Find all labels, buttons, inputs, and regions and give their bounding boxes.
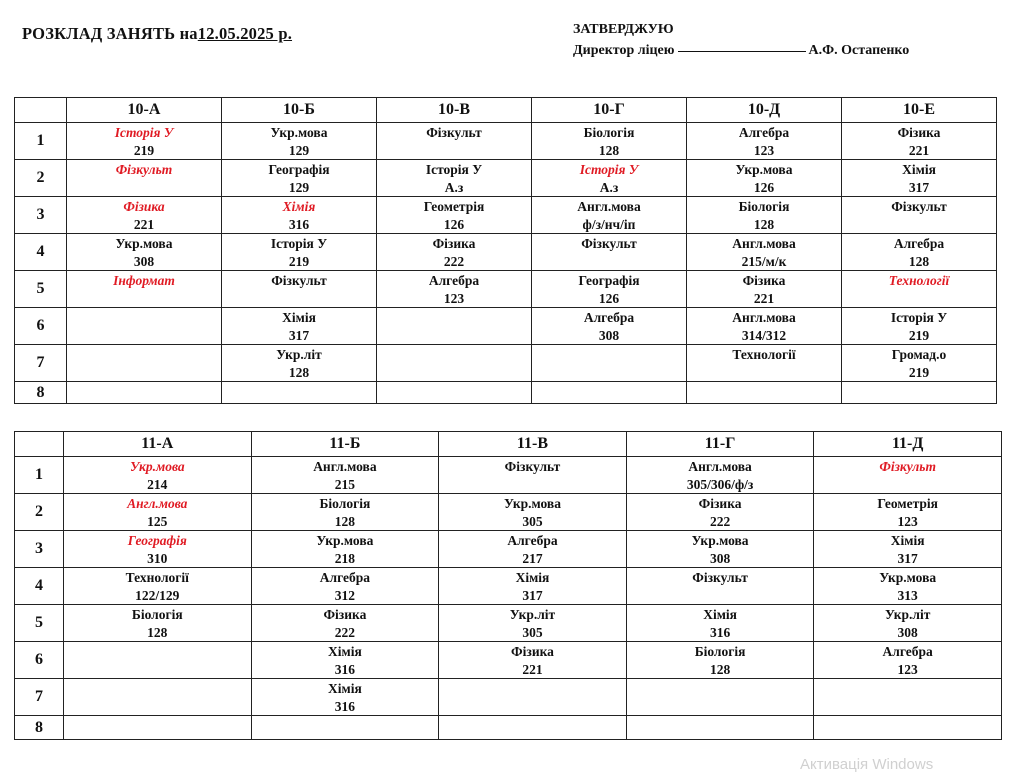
lesson-cell [532,234,687,271]
lesson-number: 6 [15,642,64,679]
lesson-cell [64,605,252,642]
room-number: 305/306/ф/з [686,476,754,492]
room-number: 217 [522,550,543,566]
room-number: 314/312 [741,327,787,343]
lesson-cell [687,308,842,345]
lesson-cell [687,234,842,271]
room-number: 219 [133,142,155,158]
subject-name: Фізкульт [891,199,947,214]
lesson-cell [532,123,687,160]
room-number: 221 [522,661,543,677]
lesson-cell [67,123,222,160]
room-number: 312 [334,587,356,603]
lesson-cell [842,160,997,197]
subject-name: Укр.мова [691,533,749,548]
subject-name: Громад.о [891,347,947,362]
room-number: 128 [288,364,310,380]
subject-name: Фізика [432,236,476,251]
class-header: 11-Г [626,432,814,457]
room-number: 222 [709,513,731,529]
subject-name: Хімія [328,681,362,696]
lesson-row [15,642,1002,679]
subject-name: Хімія [282,310,316,325]
subject-name: Біологія [583,125,635,140]
lesson-number: 8 [15,382,67,404]
lesson-cell [64,716,252,740]
lesson-cell [814,494,1002,531]
room-number: 218 [334,550,356,566]
subject-name: Технології [125,570,189,585]
lesson-row [15,531,1002,568]
title-prefix: РОЗКЛАД ЗАНЯТЬ на [22,24,198,43]
room-number: 221 [133,216,155,232]
room-number: 221 [753,290,775,306]
room-number: 128 [147,624,168,640]
subject-name: Фізкульт [581,236,637,251]
lesson-cell [377,345,532,382]
room-number: 128 [334,513,356,529]
subject-name: Укр.мова [270,125,328,140]
room-number: 313 [897,587,918,603]
room-number: 308 [709,550,731,566]
director-label: Директор ліцею [573,43,675,58]
lesson-cell [67,197,222,234]
room-number: 317 [897,550,918,566]
subject-name: Англ.мова [688,459,752,474]
lesson-cell [687,382,842,404]
room-number: 317 [288,327,310,343]
room-number: 122/129 [135,587,180,603]
lesson-cell [842,345,997,382]
subject-name: Біологія [319,496,371,511]
lesson-cell [439,679,627,716]
lesson-cell [532,197,687,234]
lesson-cell [626,642,814,679]
subject-name: Укр.мова [129,459,185,474]
lesson-cell [67,308,222,345]
subject-name: Географія [268,162,330,177]
class-header: 11-В [439,432,627,457]
subject-name: Географія [578,273,640,288]
lesson-cell [377,308,532,345]
subject-name: Технології [888,273,950,288]
subject-name: Алгебра [583,310,635,325]
lesson-cell [222,123,377,160]
room-number: 128 [709,661,731,677]
subject-name: Біологія [694,644,746,659]
subject-name: Геометрія [423,199,485,214]
lesson-row [15,345,997,382]
subject-name: Фізика [123,199,165,214]
subject-name: Фізкульт [504,459,561,474]
lesson-number: 1 [15,457,64,494]
subject-name: Укр.літ [509,607,556,622]
lesson-cell [439,457,627,494]
subject-name: Англ.мова [127,496,188,511]
lesson-number: 4 [15,568,64,605]
lesson-cell [64,679,252,716]
subject-name: Біологія [738,199,790,214]
room-number: А.з [444,179,464,195]
subject-name: Біологія [131,607,183,622]
lesson-row [15,160,997,197]
lesson-cell [67,234,222,271]
subject-name: Хімія [890,533,925,548]
room-number: ф/з/нч/іп [582,216,636,232]
subject-name: Геометрія [877,496,938,511]
schedule-table-11 [14,431,1002,740]
subject-name: Історія У [270,236,328,251]
subject-name: Фізкульт [271,273,327,288]
approve-title: ЗАТВЕРДЖУЮ [573,22,674,37]
subject-name: Хімія [515,570,550,585]
lesson-row [15,123,997,160]
lesson-cell [67,345,222,382]
room-number: 123 [897,661,918,677]
schedule-table-10 [14,97,997,404]
room-number: 308 [133,253,155,269]
lesson-cell [814,457,1002,494]
subject-name: Алгебра [882,644,933,659]
subject-name: Укр.літ [276,347,322,362]
class-header: 10-В [377,98,532,123]
lesson-number: 4 [15,234,67,271]
lesson-cell [687,123,842,160]
lesson-cell [814,642,1002,679]
subject-name: Фізика [511,644,554,659]
subject-name: Фізкульт [426,125,482,140]
lesson-row [15,494,1002,531]
lesson-cell [687,160,842,197]
lesson-cell [251,679,439,716]
room-number: 128 [598,142,620,158]
room-number: 123 [897,513,918,529]
subject-name: Фізика [897,125,941,140]
lesson-cell [377,234,532,271]
lesson-cell [814,568,1002,605]
room-number: 215 [334,476,356,492]
lesson-cell [814,716,1002,740]
lesson-cell [687,197,842,234]
room-number: 214 [147,476,168,492]
header-row [15,432,1002,457]
class-header: 10-Е [842,98,997,123]
os-watermark: Активація Windows [800,756,934,773]
subject-name: Фізика [698,496,742,511]
lesson-number: 3 [15,197,67,234]
room-number: 128 [908,253,930,269]
lesson-cell [687,271,842,308]
lesson-cell [222,345,377,382]
subject-name: Укр.літ [884,607,931,622]
lesson-row [15,716,1002,740]
lesson-cell [842,382,997,404]
header-row [15,98,997,123]
lesson-number: 7 [15,345,67,382]
lesson-row [15,679,1002,716]
subject-name: Інформат [113,273,175,288]
room-number: 317 [908,179,930,195]
subject-name: Фізкульт [692,570,748,585]
subject-name: Укр.мова [504,496,561,511]
lesson-cell [64,642,252,679]
lesson-cell [222,197,377,234]
lesson-cell [251,568,439,605]
room-number: 126 [443,216,465,232]
subject-name: Хімія [902,162,936,177]
lesson-cell [532,160,687,197]
subject-name: Укр.мова [879,570,937,585]
subject-name: Укр.мова [316,533,374,548]
lesson-cell [439,494,627,531]
lesson-number: 6 [15,308,67,345]
lesson-cell [687,345,842,382]
lesson-cell [251,642,439,679]
lesson-cell [626,531,814,568]
subject-name: Укр.мова [735,162,793,177]
approval-block [573,19,909,61]
lesson-cell [626,716,814,740]
lesson-row [15,568,1002,605]
lesson-number: 2 [15,160,67,197]
lesson-row [15,308,997,345]
corner-cell [15,98,67,123]
room-number: 317 [522,587,543,603]
subject-name: Алгебра [428,273,480,288]
lesson-cell [67,160,222,197]
lesson-row [15,234,997,271]
lesson-cell [626,568,814,605]
lesson-cell [842,271,997,308]
lesson-cell [64,568,252,605]
subject-name: Алгебра [507,533,558,548]
class-header: 10-Г [532,98,687,123]
subject-name: Укр.мова [115,236,173,251]
lesson-number: 7 [15,679,64,716]
lesson-cell [626,494,814,531]
subject-name: Хімія [703,607,737,622]
room-number: 219 [288,253,310,269]
room-number: А.з [599,179,619,195]
lesson-cell [532,345,687,382]
room-number: 316 [334,661,356,677]
class-header: 10-А [67,98,222,123]
lesson-cell [842,197,997,234]
lesson-cell [67,382,222,404]
subject-name: Хімія [328,644,362,659]
signature-line [678,51,806,52]
lesson-cell [377,271,532,308]
lesson-cell [842,123,997,160]
lesson-cell [626,457,814,494]
subject-name: Англ.мова [577,199,641,214]
subject-name: Алгебра [893,236,945,251]
lesson-cell [64,457,252,494]
lesson-number: 1 [15,123,67,160]
lesson-cell [814,679,1002,716]
lesson-number: 3 [15,531,64,568]
lesson-cell [377,123,532,160]
room-number: 222 [334,624,356,640]
room-number: 215/м/к [741,253,787,269]
subject-name: Історія У [425,162,483,177]
room-number: 308 [598,327,620,343]
lesson-cell [251,605,439,642]
lesson-cell [377,160,532,197]
lesson-cell [222,308,377,345]
lesson-cell [626,679,814,716]
lesson-cell [222,271,377,308]
lesson-cell [377,382,532,404]
room-number: 316 [288,216,310,232]
subject-name: Фізика [742,273,786,288]
lesson-cell [222,160,377,197]
subject-name: Англ.мова [313,459,377,474]
lesson-number: 2 [15,494,64,531]
room-number: 219 [908,364,930,380]
lesson-row [15,457,1002,494]
room-number: 123 [443,290,465,306]
lesson-number: 5 [15,605,64,642]
lesson-cell [842,308,997,345]
lesson-cell [439,642,627,679]
room-number: 316 [334,698,356,714]
room-number: 316 [709,624,731,640]
subject-name: Історія У [579,162,639,177]
lesson-cell [814,531,1002,568]
subject-name: Англ.мова [732,310,796,325]
room-number: 310 [147,550,168,566]
director-line [573,40,909,61]
room-number: 125 [147,513,168,529]
room-number: 222 [443,253,465,269]
subject-name: Англ.мова [732,236,796,251]
room-number: 221 [908,142,930,158]
corner-cell [15,432,64,457]
lesson-cell [222,234,377,271]
lesson-number: 5 [15,271,67,308]
schedule-title [22,24,292,44]
subject-name: Історія У [114,125,174,140]
room-number: 219 [908,327,930,343]
lesson-cell [67,271,222,308]
lesson-cell [377,197,532,234]
subject-name: Географія [127,533,187,548]
room-number: 128 [753,216,775,232]
lesson-cell [842,234,997,271]
lesson-cell [64,531,252,568]
lesson-cell [64,494,252,531]
room-number: 123 [753,142,775,158]
lesson-cell [251,716,439,740]
subject-name: Фізкульт [115,162,173,177]
lesson-row [15,382,997,404]
subject-name: Алгебра [738,125,790,140]
lesson-cell [439,716,627,740]
lesson-cell [439,531,627,568]
lesson-cell [251,494,439,531]
room-number: 305 [522,513,543,529]
lesson-row [15,197,997,234]
room-number: 129 [288,142,310,158]
lesson-cell [814,605,1002,642]
lesson-cell [439,605,627,642]
room-number: 308 [897,624,918,640]
class-header: 10-Б [222,98,377,123]
class-header: 11-Д [814,432,1002,457]
subject-name: Технології [732,347,796,362]
subject-name: Алгебра [319,570,371,585]
room-number: 305 [522,624,543,640]
subject-name: Хімія [282,199,316,214]
lesson-cell [532,271,687,308]
subject-name: Фізкульт [879,459,936,474]
subject-name: Історія У [890,310,948,325]
title-date: 12.05.2025 р. [197,24,293,43]
lesson-cell [532,382,687,404]
class-header: 10-Д [687,98,842,123]
director-name: А.Ф. Остапенко [808,43,910,58]
lesson-cell [222,382,377,404]
room-number: 129 [288,179,310,195]
lesson-row [15,271,997,308]
subject-name: Фізика [323,607,367,622]
lesson-cell [439,568,627,605]
lesson-row [15,605,1002,642]
lesson-number: 8 [15,716,64,740]
room-number: 126 [753,179,775,195]
class-header: 11-А [64,432,252,457]
lesson-cell [251,457,439,494]
lesson-cell [251,531,439,568]
class-header: 11-Б [251,432,439,457]
lesson-cell [626,605,814,642]
room-number: 126 [598,290,620,306]
lesson-cell [532,308,687,345]
